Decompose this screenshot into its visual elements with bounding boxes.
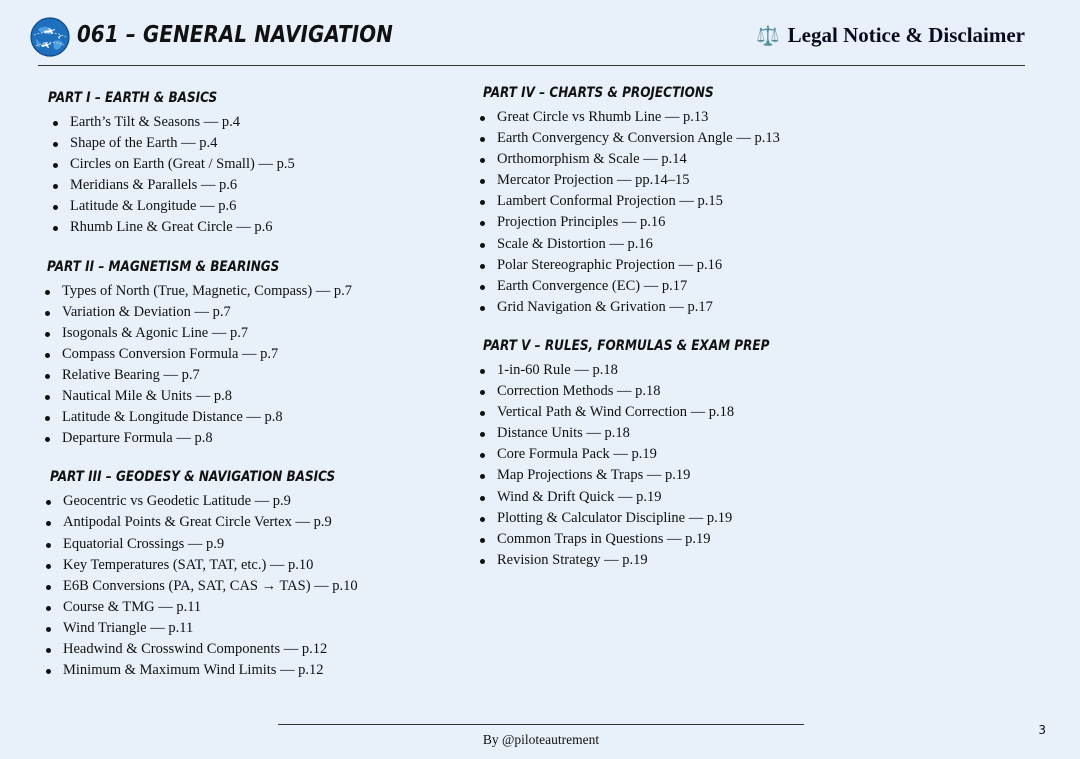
toc-item[interactable]: Common Traps in Questions — p.19 [475,529,903,550]
toc-item[interactable]: Types of North (True, Magnetic, Compass) — p.7 [40,281,448,302]
toc-item[interactable]: Great Circle vs Rhumb Line — p.13 [475,107,903,128]
toc-item[interactable]: Map Projections & Traps — p.19 [475,465,903,486]
toc-item[interactable]: Relative Bearing — p.7 [40,365,448,386]
section-title: PART III – GEODESY & NAVIGATION BASICS [50,469,336,486]
toc-item[interactable]: Revision Strategy — p.19 [475,550,903,571]
section-title: PART II – MAGNETISM & BEARINGS [47,258,280,275]
toc-item[interactable]: Course & TMG — p.11 [41,597,448,618]
toc-list [475,107,903,318]
globe-airplane-icon [30,17,70,57]
toc-section-part-1 [48,88,448,239]
toc-item[interactable]: Grid Navigation & Grivation — p.17 [475,297,903,318]
toc-item[interactable]: Geocentric vs Geodetic Latitude — p.9 [41,491,448,512]
toc-list [40,281,448,450]
header-divider [38,65,1025,66]
footer-byline: By @piloteautrement [482,732,600,747]
toc-item[interactable]: Departure Formula — p.8 [40,428,448,449]
toc-section-part-5 [483,336,903,571]
toc-item[interactable]: Isogonals & Agonic Line — p.7 [40,323,448,344]
toc-item[interactable]: Shape of the Earth — p.4 [48,133,448,154]
toc-item[interactable]: Orthomorphism & Scale — p.14 [475,149,903,170]
toc-item[interactable]: Variation & Deviation — p.7 [40,302,448,323]
toc-section-part-3 [50,467,448,681]
toc-item[interactable]: Antipodal Points & Great Circle Vertex — p.9 [41,512,448,533]
page-header [30,17,1025,57]
toc-item[interactable]: Vertical Path & Wind Correction — p.18 [475,402,903,423]
toc-item[interactable]: Scale & Distortion — p.16 [475,234,903,255]
toc-item[interactable]: Equatorial Crossings — p.9 [41,534,448,555]
toc-column-left [48,88,448,699]
toc-item[interactable]: Correction Methods — p.18 [475,381,903,402]
toc-item[interactable]: Wind & Drift Quick — p.19 [475,487,903,508]
toc-item[interactable]: Nautical Mile & Units — p.8 [40,386,448,407]
toc-item[interactable]: Wind Triangle — p.11 [41,618,448,639]
toc-section-part-2 [47,257,448,450]
toc-item[interactable]: Headwind & Crosswind Components — p.12 [41,639,448,660]
section-title: PART I – EARTH & BASICS [48,90,218,106]
scales-icon: ⚖️ [755,25,780,47]
toc-item[interactable]: Projection Principles — p.16 [475,212,903,233]
document-title: 061 – GENERAL NAVIGATION [77,22,393,48]
toc-item[interactable]: 1-in-60 Rule — p.18 [475,360,903,381]
toc-item[interactable]: E6B Conversions (PA, SAT, CAS → TAS) — p.10 [41,576,448,597]
toc-list [41,491,448,681]
toc-item[interactable]: Compass Conversion Formula — p.7 [40,344,448,365]
toc-list [475,360,903,571]
toc-item[interactable]: Distance Units — p.18 [475,423,903,444]
toc-item[interactable]: Polar Stereographic Projection — p.16 [475,255,903,276]
toc-item[interactable]: Core Formula Pack — p.19 [475,444,903,465]
toc-item[interactable]: Earth Convergence (EC) — p.17 [475,276,903,297]
toc-item[interactable]: Minimum & Maximum Wind Limits — p.12 [41,660,448,681]
toc-column-right [483,83,903,589]
footer-divider [278,724,804,725]
legal-notice-link[interactable] [756,23,1025,48]
toc-item[interactable]: Meridians & Parallels — p.6 [48,175,448,196]
section-title: PART IV – CHARTS & PROJECTIONS [483,85,714,101]
page-number: 3 [1038,723,1046,737]
toc-list [48,112,448,239]
toc-item[interactable]: Earth’s Tilt & Seasons — p.4 [48,112,448,133]
toc-item[interactable]: Key Temperatures (SAT, TAT, etc.) — p.10 [41,555,448,576]
toc-item[interactable]: Plotting & Calculator Discipline — p.19 [475,508,903,529]
section-title: PART V – RULES, FORMULAS & EXAM PREP [483,337,770,354]
toc-item[interactable]: Lambert Conformal Projection — p.15 [475,191,903,212]
toc-item[interactable]: Earth Convergency & Conversion Angle — p.13 [475,128,903,149]
toc-item[interactable]: Latitude & Longitude Distance — p.8 [40,407,448,428]
toc-item[interactable]: Rhumb Line & Great Circle — p.6 [48,217,448,238]
toc-item[interactable]: Latitude & Longitude — p.6 [48,196,448,217]
toc-item[interactable]: Mercator Projection — pp.14–15 [475,170,903,191]
toc-section-part-4 [483,83,903,318]
legal-notice-label: Legal Notice & Disclaimer [787,23,1025,47]
toc-item[interactable]: Circles on Earth (Great / Small) — p.5 [48,154,448,175]
